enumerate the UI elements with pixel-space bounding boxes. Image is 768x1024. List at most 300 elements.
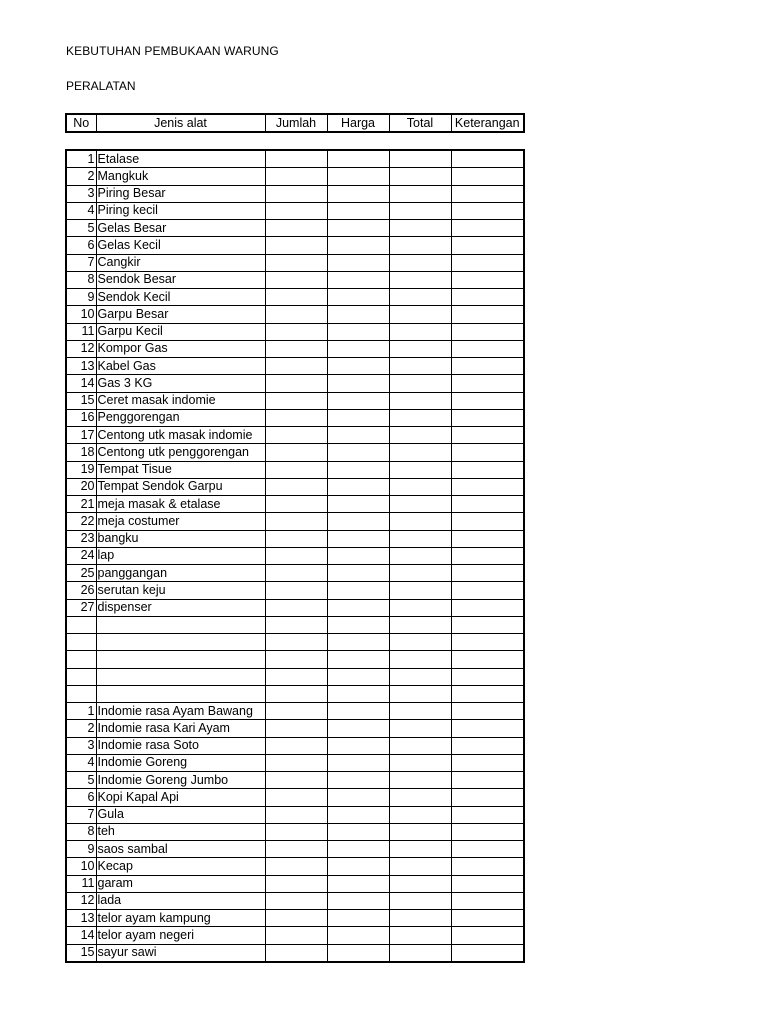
cell-keterangan[interactable] bbox=[451, 565, 524, 582]
cell-jumlah[interactable] bbox=[265, 668, 327, 685]
cell-jenis-alat[interactable]: sayur sawi bbox=[96, 944, 265, 962]
table-row bbox=[66, 237, 524, 254]
cell-keterangan[interactable] bbox=[451, 461, 524, 478]
cell-jumlah[interactable] bbox=[265, 823, 327, 840]
cell-jenis-alat[interactable]: garam bbox=[96, 875, 265, 892]
cell-no[interactable]: 9 bbox=[66, 289, 96, 306]
cell-no[interactable]: 10 bbox=[66, 306, 96, 323]
cell-jenis-alat[interactable]: Garpu Besar bbox=[96, 306, 265, 323]
cell-jenis-alat[interactable]: teh bbox=[96, 823, 265, 840]
cell-keterangan[interactable] bbox=[451, 496, 524, 513]
cell-jenis-alat[interactable]: Gelas Kecil bbox=[96, 237, 265, 254]
cell-keterangan[interactable] bbox=[451, 599, 524, 616]
cell-harga[interactable] bbox=[327, 444, 389, 461]
cell-jumlah[interactable] bbox=[265, 513, 327, 530]
document-title: KEBUTUHAN PEMBUKAAN WARUNG bbox=[66, 44, 279, 58]
cell-harga[interactable] bbox=[327, 513, 389, 530]
cell-total[interactable] bbox=[389, 375, 451, 392]
cell-total[interactable] bbox=[389, 944, 451, 962]
cell-no[interactable]: 3 bbox=[66, 737, 96, 754]
cell-harga[interactable] bbox=[327, 375, 389, 392]
table-row bbox=[66, 340, 524, 357]
cell-harga[interactable] bbox=[327, 875, 389, 892]
cell-keterangan[interactable] bbox=[451, 927, 524, 944]
cell-jenis-alat[interactable]: meja masak & etalase bbox=[96, 496, 265, 513]
table-row bbox=[66, 168, 524, 185]
cell-harga[interactable] bbox=[327, 254, 389, 271]
cell-total[interactable] bbox=[389, 150, 451, 168]
cell-total[interactable] bbox=[389, 513, 451, 530]
cell-jenis-alat[interactable]: Indomie Goreng bbox=[96, 754, 265, 771]
cell-jumlah[interactable] bbox=[265, 375, 327, 392]
cell-no[interactable]: 7 bbox=[66, 254, 96, 271]
cell-harga[interactable] bbox=[327, 754, 389, 771]
cell-total[interactable] bbox=[389, 306, 451, 323]
cell-total[interactable] bbox=[389, 668, 451, 685]
cell-jumlah[interactable] bbox=[265, 392, 327, 409]
cell-jumlah[interactable] bbox=[265, 530, 327, 547]
cell-keterangan[interactable] bbox=[451, 427, 524, 444]
cell-no[interactable]: 16 bbox=[66, 409, 96, 426]
cell-jumlah[interactable] bbox=[265, 582, 327, 599]
cell-jumlah[interactable] bbox=[265, 202, 327, 219]
cell-keterangan[interactable] bbox=[451, 772, 524, 789]
cell-jenis-alat[interactable]: Kabel Gas bbox=[96, 358, 265, 375]
cell-jenis-alat[interactable]: Garpu Kecil bbox=[96, 323, 265, 340]
cell-total[interactable] bbox=[389, 496, 451, 513]
cell-no[interactable]: 15 bbox=[66, 944, 96, 962]
cell-total[interactable] bbox=[389, 530, 451, 547]
cell-total[interactable] bbox=[389, 202, 451, 219]
cell-no[interactable]: 11 bbox=[66, 875, 96, 892]
cell-jenis-alat[interactable]: Indomie Goreng Jumbo bbox=[96, 772, 265, 789]
cell-no[interactable]: 12 bbox=[66, 892, 96, 909]
cell-jumlah[interactable] bbox=[265, 409, 327, 426]
cell-jumlah[interactable] bbox=[265, 720, 327, 737]
cell-total[interactable] bbox=[389, 547, 451, 564]
cell-no[interactable]: 4 bbox=[66, 202, 96, 219]
cell-jenis-alat[interactable]: bangku bbox=[96, 530, 265, 547]
cell-total[interactable] bbox=[389, 340, 451, 357]
cell-no[interactable]: 24 bbox=[66, 547, 96, 564]
cell-keterangan[interactable] bbox=[451, 685, 524, 702]
cell-keterangan[interactable] bbox=[451, 720, 524, 737]
cell-harga[interactable] bbox=[327, 668, 389, 685]
cell-no[interactable]: 23 bbox=[66, 530, 96, 547]
cell-harga[interactable] bbox=[327, 823, 389, 840]
cell-jumlah[interactable] bbox=[265, 634, 327, 651]
cell-jumlah[interactable] bbox=[265, 271, 327, 288]
cell-no[interactable]: 1 bbox=[66, 150, 96, 168]
cell-keterangan[interactable] bbox=[451, 237, 524, 254]
cell-keterangan[interactable] bbox=[451, 582, 524, 599]
cell-total[interactable] bbox=[389, 703, 451, 720]
cell-no[interactable] bbox=[66, 616, 96, 633]
cell-jenis-alat[interactable]: Tempat Sendok Garpu bbox=[96, 478, 265, 495]
header-harga[interactable]: Harga bbox=[327, 114, 389, 132]
cell-keterangan[interactable] bbox=[451, 444, 524, 461]
cell-total[interactable] bbox=[389, 289, 451, 306]
cell-total[interactable] bbox=[389, 737, 451, 754]
cell-total[interactable] bbox=[389, 823, 451, 840]
cell-keterangan[interactable] bbox=[451, 858, 524, 875]
cell-jumlah[interactable] bbox=[265, 806, 327, 823]
cell-no[interactable]: 4 bbox=[66, 754, 96, 771]
cell-jumlah[interactable] bbox=[265, 254, 327, 271]
table-row bbox=[66, 185, 524, 202]
cell-jenis-alat[interactable]: Kopi Kapal Api bbox=[96, 789, 265, 806]
cell-jenis-alat[interactable]: Ceret masak indomie bbox=[96, 392, 265, 409]
cell-no[interactable]: 11 bbox=[66, 323, 96, 340]
cell-jumlah[interactable] bbox=[265, 496, 327, 513]
cell-keterangan[interactable] bbox=[451, 392, 524, 409]
cell-no[interactable]: 9 bbox=[66, 841, 96, 858]
cell-total[interactable] bbox=[389, 237, 451, 254]
cell-harga[interactable] bbox=[327, 841, 389, 858]
cell-no[interactable]: 2 bbox=[66, 720, 96, 737]
cell-jenis-alat[interactable]: Gelas Besar bbox=[96, 220, 265, 237]
cell-jumlah[interactable] bbox=[265, 323, 327, 340]
cell-keterangan[interactable] bbox=[451, 616, 524, 633]
cell-keterangan[interactable] bbox=[451, 220, 524, 237]
cell-harga[interactable] bbox=[327, 582, 389, 599]
cell-no[interactable]: 5 bbox=[66, 220, 96, 237]
cell-harga[interactable] bbox=[327, 634, 389, 651]
cell-no[interactable] bbox=[66, 634, 96, 651]
cell-jenis-alat[interactable]: meja costumer bbox=[96, 513, 265, 530]
cell-keterangan[interactable] bbox=[451, 944, 524, 962]
cell-no[interactable]: 20 bbox=[66, 478, 96, 495]
cell-harga[interactable] bbox=[327, 789, 389, 806]
cell-harga[interactable] bbox=[327, 220, 389, 237]
cell-jumlah[interactable] bbox=[265, 703, 327, 720]
cell-keterangan[interactable] bbox=[451, 892, 524, 909]
cell-harga[interactable] bbox=[327, 685, 389, 702]
header-keterangan[interactable]: Keterangan bbox=[451, 114, 524, 132]
cell-harga[interactable] bbox=[327, 599, 389, 616]
cell-harga[interactable] bbox=[327, 910, 389, 927]
cell-jumlah[interactable] bbox=[265, 685, 327, 702]
cell-total[interactable] bbox=[389, 927, 451, 944]
cell-keterangan[interactable] bbox=[451, 271, 524, 288]
table-row bbox=[66, 806, 524, 823]
cell-total[interactable] bbox=[389, 858, 451, 875]
cell-keterangan[interactable] bbox=[451, 634, 524, 651]
cell-total[interactable] bbox=[389, 220, 451, 237]
cell-no[interactable]: 2 bbox=[66, 168, 96, 185]
cell-no[interactable] bbox=[66, 685, 96, 702]
cell-jenis-alat[interactable] bbox=[96, 685, 265, 702]
cell-harga[interactable] bbox=[327, 202, 389, 219]
table-row bbox=[66, 927, 524, 944]
cell-total[interactable] bbox=[389, 461, 451, 478]
cell-no[interactable]: 14 bbox=[66, 927, 96, 944]
cell-total[interactable] bbox=[389, 685, 451, 702]
cell-no[interactable]: 13 bbox=[66, 358, 96, 375]
cell-harga[interactable] bbox=[327, 289, 389, 306]
cell-total[interactable] bbox=[389, 565, 451, 582]
header-total[interactable]: Total bbox=[389, 114, 451, 132]
cell-no[interactable] bbox=[66, 651, 96, 668]
cell-jenis-alat[interactable]: telor ayam negeri bbox=[96, 927, 265, 944]
cell-harga[interactable] bbox=[327, 427, 389, 444]
cell-jumlah[interactable] bbox=[265, 306, 327, 323]
cell-total[interactable] bbox=[389, 806, 451, 823]
cell-total[interactable] bbox=[389, 772, 451, 789]
cell-total[interactable] bbox=[389, 582, 451, 599]
cell-keterangan[interactable] bbox=[451, 185, 524, 202]
cell-jenis-alat[interactable]: Sendok Besar bbox=[96, 271, 265, 288]
cell-keterangan[interactable] bbox=[451, 340, 524, 357]
cell-harga[interactable] bbox=[327, 306, 389, 323]
cell-jenis-alat[interactable]: Cangkir bbox=[96, 254, 265, 271]
cell-total[interactable] bbox=[389, 841, 451, 858]
cell-no[interactable]: 1 bbox=[66, 703, 96, 720]
cell-harga[interactable] bbox=[327, 806, 389, 823]
cell-total[interactable] bbox=[389, 427, 451, 444]
cell-keterangan[interactable] bbox=[451, 841, 524, 858]
cell-no[interactable]: 22 bbox=[66, 513, 96, 530]
cell-no[interactable]: 19 bbox=[66, 461, 96, 478]
cell-no[interactable]: 26 bbox=[66, 582, 96, 599]
cell-jumlah[interactable] bbox=[265, 237, 327, 254]
cell-total[interactable] bbox=[389, 720, 451, 737]
cell-jenis-alat[interactable]: Sendok Kecil bbox=[96, 289, 265, 306]
cell-keterangan[interactable] bbox=[451, 754, 524, 771]
cell-no[interactable]: 18 bbox=[66, 444, 96, 461]
cell-total[interactable] bbox=[389, 168, 451, 185]
table-row bbox=[66, 323, 524, 340]
cell-keterangan[interactable] bbox=[451, 789, 524, 806]
cell-harga[interactable] bbox=[327, 927, 389, 944]
cell-jumlah[interactable] bbox=[265, 841, 327, 858]
cell-total[interactable] bbox=[389, 789, 451, 806]
cell-no[interactable]: 25 bbox=[66, 565, 96, 582]
cell-jumlah[interactable] bbox=[265, 944, 327, 962]
cell-no[interactable]: 6 bbox=[66, 789, 96, 806]
cell-no[interactable]: 6 bbox=[66, 237, 96, 254]
cell-harga[interactable] bbox=[327, 858, 389, 875]
cell-no[interactable]: 15 bbox=[66, 392, 96, 409]
cell-harga[interactable] bbox=[327, 358, 389, 375]
cell-total[interactable] bbox=[389, 409, 451, 426]
cell-jumlah[interactable] bbox=[265, 772, 327, 789]
cell-keterangan[interactable] bbox=[451, 478, 524, 495]
cell-jumlah[interactable] bbox=[265, 340, 327, 357]
cell-jenis-alat[interactable]: Indomie rasa Ayam Bawang bbox=[96, 703, 265, 720]
cell-keterangan[interactable] bbox=[451, 910, 524, 927]
cell-jenis-alat[interactable]: Indomie rasa Soto bbox=[96, 737, 265, 754]
cell-jenis-alat[interactable]: Piring Besar bbox=[96, 185, 265, 202]
cell-harga[interactable] bbox=[327, 185, 389, 202]
cell-total[interactable] bbox=[389, 323, 451, 340]
cell-jenis-alat[interactable]: lada bbox=[96, 892, 265, 909]
cell-total[interactable] bbox=[389, 875, 451, 892]
cell-jumlah[interactable] bbox=[265, 875, 327, 892]
cell-jenis-alat[interactable] bbox=[96, 668, 265, 685]
header-jenis-alat[interactable]: Jenis alat bbox=[96, 114, 265, 132]
cell-no[interactable]: 12 bbox=[66, 340, 96, 357]
cell-jumlah[interactable] bbox=[265, 910, 327, 927]
cell-jumlah[interactable] bbox=[265, 461, 327, 478]
cell-harga[interactable] bbox=[327, 150, 389, 168]
cell-no[interactable]: 14 bbox=[66, 375, 96, 392]
cell-jumlah[interactable] bbox=[265, 858, 327, 875]
cell-jenis-alat[interactable] bbox=[96, 616, 265, 633]
cell-jumlah[interactable] bbox=[265, 185, 327, 202]
cell-total[interactable] bbox=[389, 651, 451, 668]
cell-harga[interactable] bbox=[327, 237, 389, 254]
cell-harga[interactable] bbox=[327, 772, 389, 789]
cell-keterangan[interactable] bbox=[451, 150, 524, 168]
cell-harga[interactable] bbox=[327, 616, 389, 633]
cell-no[interactable] bbox=[66, 668, 96, 685]
cell-jumlah[interactable] bbox=[265, 427, 327, 444]
cell-keterangan[interactable] bbox=[451, 806, 524, 823]
cell-jumlah[interactable] bbox=[265, 289, 327, 306]
table-row bbox=[66, 513, 524, 530]
cell-keterangan[interactable] bbox=[451, 668, 524, 685]
cell-no[interactable]: 21 bbox=[66, 496, 96, 513]
cell-keterangan[interactable] bbox=[451, 513, 524, 530]
cell-jumlah[interactable] bbox=[265, 168, 327, 185]
cell-jenis-alat[interactable]: Centong utk penggorengan bbox=[96, 444, 265, 461]
cell-total[interactable] bbox=[389, 185, 451, 202]
cell-harga[interactable] bbox=[327, 461, 389, 478]
cell-jenis-alat[interactable]: saos sambal bbox=[96, 841, 265, 858]
cell-harga[interactable] bbox=[327, 565, 389, 582]
cell-total[interactable] bbox=[389, 892, 451, 909]
cell-jumlah[interactable] bbox=[265, 478, 327, 495]
cell-jenis-alat[interactable]: Gula bbox=[96, 806, 265, 823]
cell-total[interactable] bbox=[389, 910, 451, 927]
cell-jenis-alat[interactable]: telor ayam kampung bbox=[96, 910, 265, 927]
cell-jenis-alat[interactable]: Penggorengan bbox=[96, 409, 265, 426]
cell-jumlah[interactable] bbox=[265, 444, 327, 461]
cell-harga[interactable] bbox=[327, 496, 389, 513]
cell-no[interactable]: 5 bbox=[66, 772, 96, 789]
cell-keterangan[interactable] bbox=[451, 530, 524, 547]
cell-total[interactable] bbox=[389, 616, 451, 633]
cell-harga[interactable] bbox=[327, 392, 389, 409]
cell-harga[interactable] bbox=[327, 478, 389, 495]
cell-keterangan[interactable] bbox=[451, 823, 524, 840]
cell-harga[interactable] bbox=[327, 720, 389, 737]
cell-total[interactable] bbox=[389, 444, 451, 461]
cell-jenis-alat[interactable]: Kecap bbox=[96, 858, 265, 875]
table-row bbox=[66, 461, 524, 478]
cell-jenis-alat[interactable]: Indomie rasa Kari Ayam bbox=[96, 720, 265, 737]
cell-total[interactable] bbox=[389, 599, 451, 616]
cell-keterangan[interactable] bbox=[451, 202, 524, 219]
header-jumlah[interactable]: Jumlah bbox=[265, 114, 327, 132]
cell-keterangan[interactable] bbox=[451, 358, 524, 375]
cell-keterangan[interactable] bbox=[451, 651, 524, 668]
table-row bbox=[66, 754, 524, 771]
cell-jumlah[interactable] bbox=[265, 220, 327, 237]
cell-jumlah[interactable] bbox=[265, 616, 327, 633]
cell-no[interactable]: 10 bbox=[66, 858, 96, 875]
cell-keterangan[interactable] bbox=[451, 323, 524, 340]
cell-total[interactable] bbox=[389, 478, 451, 495]
cell-jumlah[interactable] bbox=[265, 651, 327, 668]
cell-total[interactable] bbox=[389, 271, 451, 288]
cell-keterangan[interactable] bbox=[451, 875, 524, 892]
cell-jumlah[interactable] bbox=[265, 927, 327, 944]
cell-jenis-alat[interactable]: dispenser bbox=[96, 599, 265, 616]
cell-harga[interactable] bbox=[327, 944, 389, 962]
cell-jumlah[interactable] bbox=[265, 599, 327, 616]
cell-harga[interactable] bbox=[327, 323, 389, 340]
cell-keterangan[interactable] bbox=[451, 306, 524, 323]
cell-jenis-alat[interactable] bbox=[96, 634, 265, 651]
cell-harga[interactable] bbox=[327, 651, 389, 668]
cell-no[interactable]: 7 bbox=[66, 806, 96, 823]
cell-jumlah[interactable] bbox=[265, 565, 327, 582]
cell-jumlah[interactable] bbox=[265, 150, 327, 168]
cell-harga[interactable] bbox=[327, 530, 389, 547]
cell-jenis-alat[interactable]: panggangan bbox=[96, 565, 265, 582]
cell-keterangan[interactable] bbox=[451, 289, 524, 306]
cell-total[interactable] bbox=[389, 754, 451, 771]
cell-no[interactable]: 8 bbox=[66, 271, 96, 288]
table-row bbox=[66, 651, 524, 668]
cell-keterangan[interactable] bbox=[451, 737, 524, 754]
cell-jumlah[interactable] bbox=[265, 547, 327, 564]
cell-jumlah[interactable] bbox=[265, 892, 327, 909]
cell-jumlah[interactable] bbox=[265, 789, 327, 806]
cell-jenis-alat[interactable]: Tempat Tisue bbox=[96, 461, 265, 478]
cell-jenis-alat[interactable]: Piring kecil bbox=[96, 202, 265, 219]
cell-no[interactable]: 8 bbox=[66, 823, 96, 840]
cell-keterangan[interactable] bbox=[451, 168, 524, 185]
cell-jumlah[interactable] bbox=[265, 358, 327, 375]
cell-jenis-alat[interactable]: Gas 3 KG bbox=[96, 375, 265, 392]
cell-no[interactable]: 3 bbox=[66, 185, 96, 202]
cell-jenis-alat[interactable]: serutan keju bbox=[96, 582, 265, 599]
cell-no[interactable]: 17 bbox=[66, 427, 96, 444]
cell-harga[interactable] bbox=[327, 892, 389, 909]
cell-total[interactable] bbox=[389, 254, 451, 271]
cell-harga[interactable] bbox=[327, 409, 389, 426]
cell-harga[interactable] bbox=[327, 547, 389, 564]
cell-harga[interactable] bbox=[327, 737, 389, 754]
cell-jenis-alat[interactable]: Etalase bbox=[96, 150, 265, 168]
cell-total[interactable] bbox=[389, 634, 451, 651]
header-no[interactable]: No bbox=[66, 114, 96, 132]
cell-no[interactable]: 13 bbox=[66, 910, 96, 927]
cell-jumlah[interactable] bbox=[265, 737, 327, 754]
cell-jenis-alat[interactable]: lap bbox=[96, 547, 265, 564]
cell-jenis-alat[interactable] bbox=[96, 651, 265, 668]
cell-jenis-alat[interactable]: Kompor Gas bbox=[96, 340, 265, 357]
cell-harga[interactable] bbox=[327, 271, 389, 288]
cell-jenis-alat[interactable]: Centong utk masak indomie bbox=[96, 427, 265, 444]
cell-harga[interactable] bbox=[327, 340, 389, 357]
cell-keterangan[interactable] bbox=[451, 254, 524, 271]
cell-harga[interactable] bbox=[327, 703, 389, 720]
cell-keterangan[interactable] bbox=[451, 703, 524, 720]
cell-jumlah[interactable] bbox=[265, 754, 327, 771]
cell-keterangan[interactable] bbox=[451, 375, 524, 392]
cell-keterangan[interactable] bbox=[451, 409, 524, 426]
cell-jenis-alat[interactable]: Mangkuk bbox=[96, 168, 265, 185]
cell-total[interactable] bbox=[389, 392, 451, 409]
cell-no[interactable]: 27 bbox=[66, 599, 96, 616]
cell-harga[interactable] bbox=[327, 168, 389, 185]
cell-keterangan[interactable] bbox=[451, 547, 524, 564]
cell-total[interactable] bbox=[389, 358, 451, 375]
